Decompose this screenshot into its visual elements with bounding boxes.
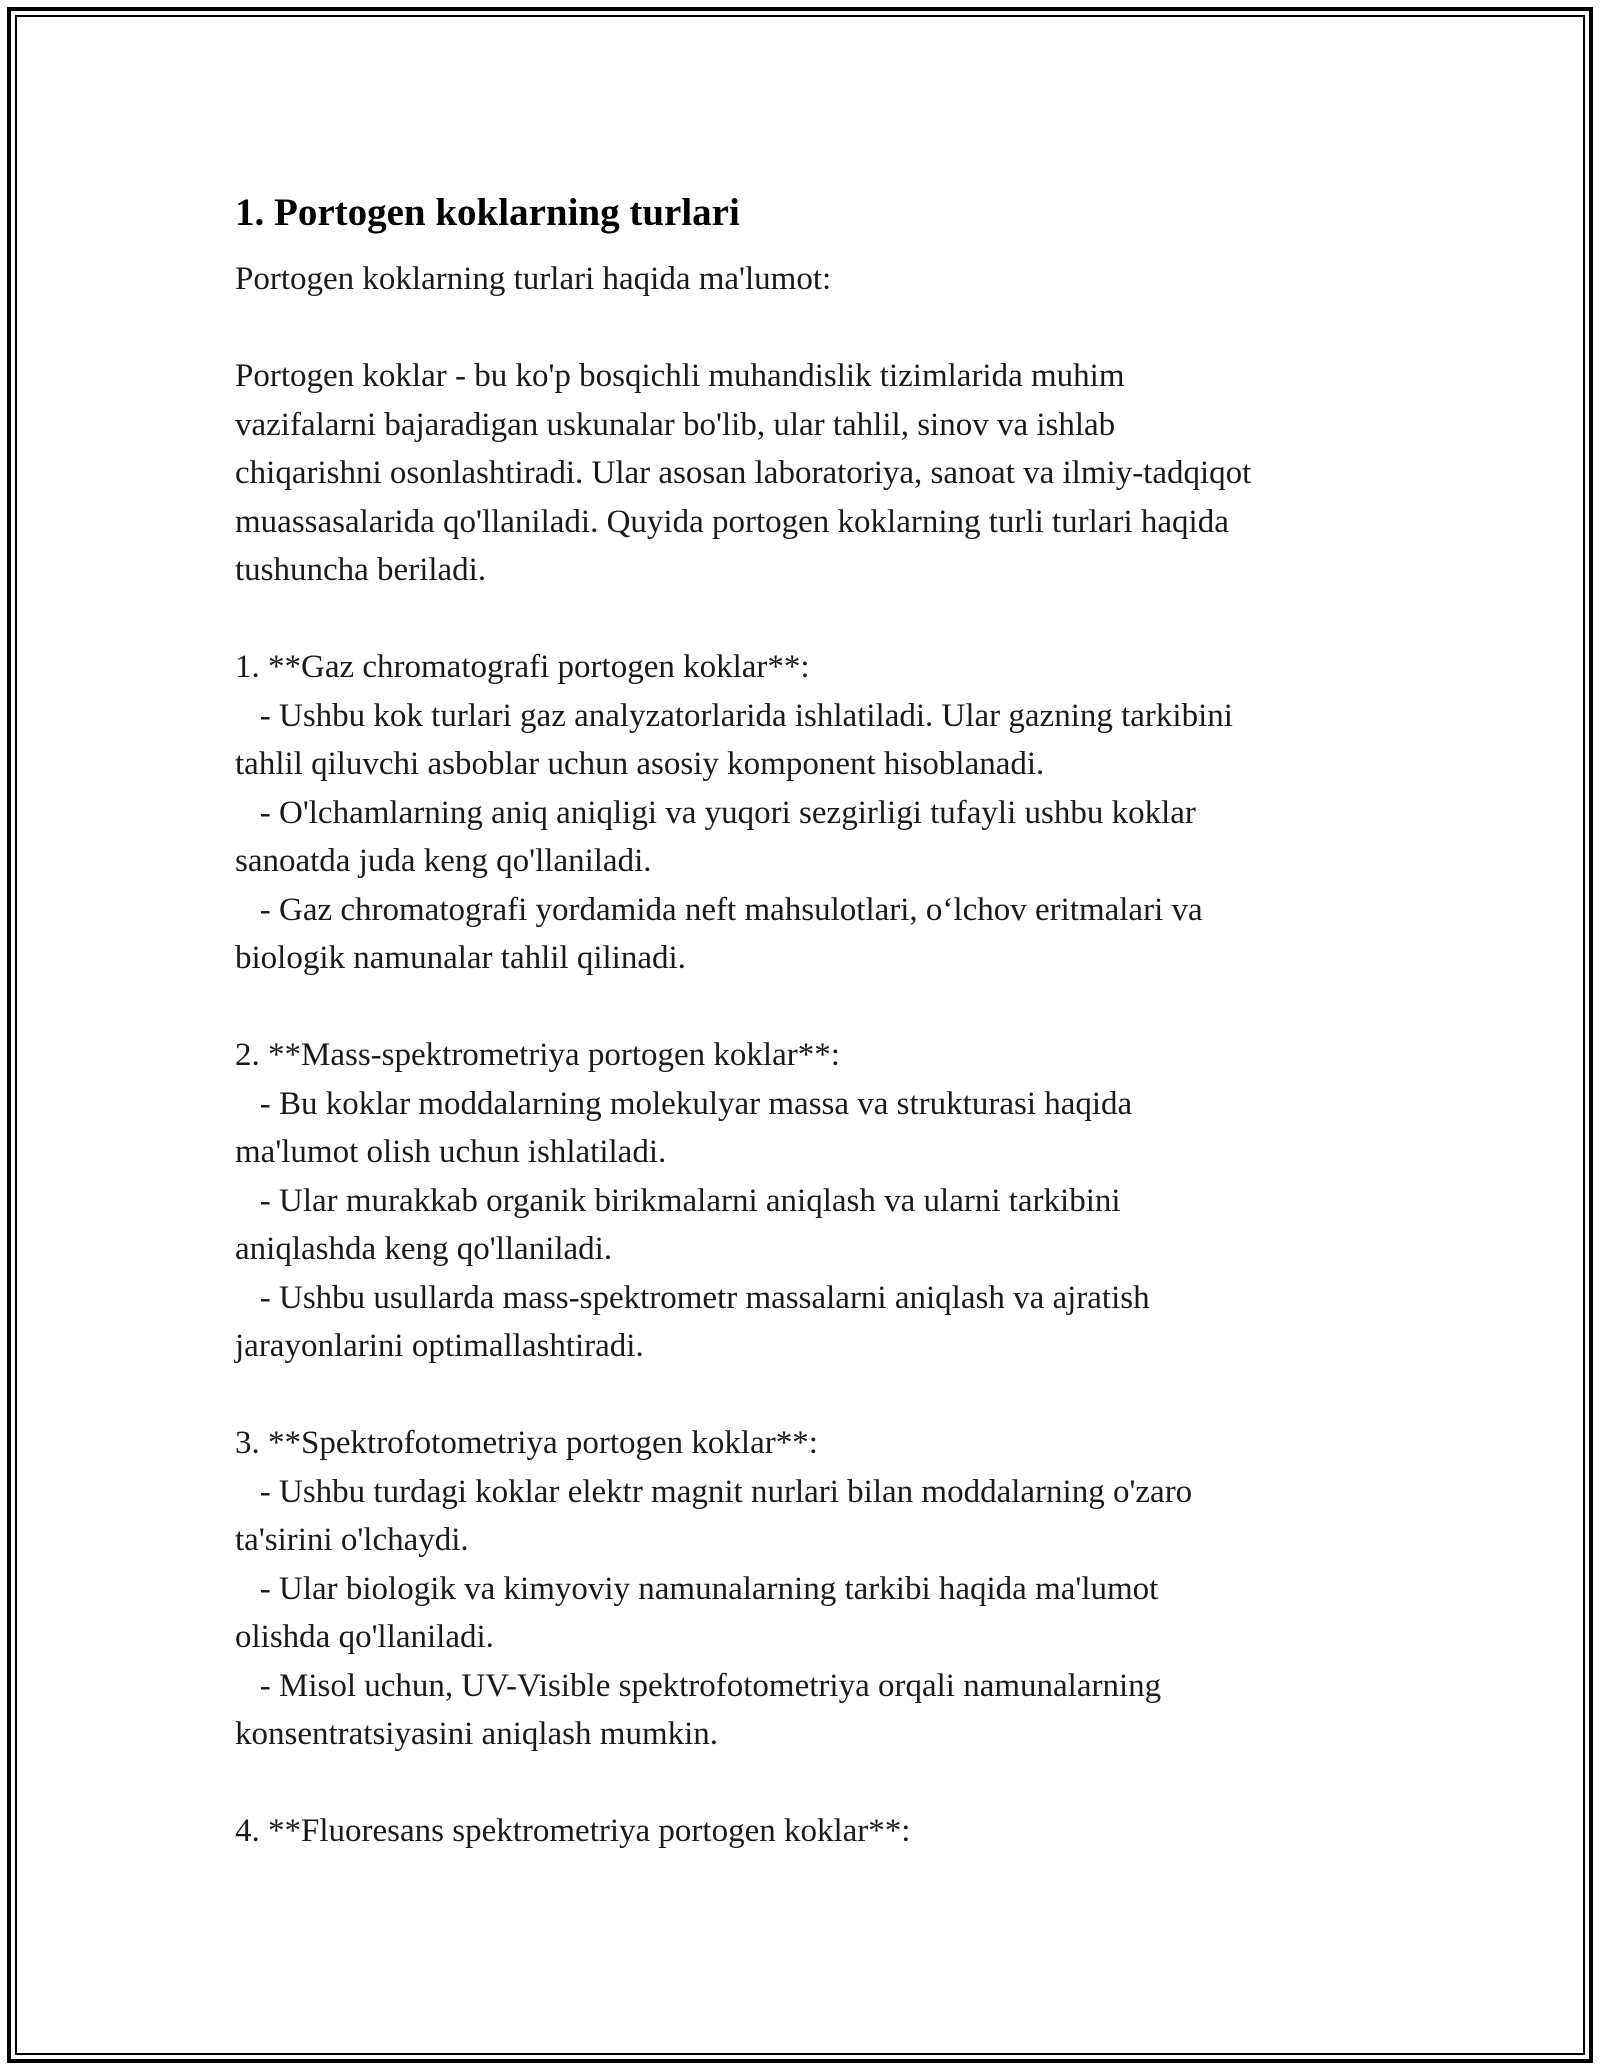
section-heading: 1. Portogen koklarning turlari [235, 191, 740, 234]
document-body-text: Portogen koklarning turlari haqida ma'lumot: Portogen koklar - bu ko'p bosqichli muhandislik tizimlarida muhim vazifalarni bajaradigan uskunalar bo'lib, ular tahlil, sinov va ishlab chiqarishni osonlashtiradi. Ular asosan laboratoriya, sanoat va ilmiy-tadqiqot muassasalarida qo'llaniladi. Quyida portogen koklarning turli turlari haqida tushuncha beriladi. 1. **Gaz chromatografi portogen koklar**: - Ushbu kok turlari gaz analyzatorlarida ishlatiladi. Ular gazning tarkibini tahlil qiluvchi asboblar uchun asosiy komponent hisoblanadi. - O'lchamlarning aniq aniqligi va yuqori sezgirligi tufayli ushbu koklar sanoatda juda keng qo'llaniladi. - Gaz chromatografi yordamida neft mahsulotlari, o‘lchov eritmalari va biologik namunalar tahlil qilinadi. 2. **Mass-spektrometriya portogen koklar**: - Bu koklar moddalarning molekulyar massa va strukturasi haqida ma'lumot olish uchun ishlatiladi. - Ular murakkab organik birikmalarni aniqlash va ularni tarkibini aniqlashda keng qo'llaniladi. - Ushbu usullarda mass-spektrometr massalarni aniqlash va ajratish jarayonlarini optimallashtiradi. 3. **Spektrofotometriya portogen koklar**: - Ushbu turdagi koklar elektr magnit nurlari bilan moddalarning o'zaro ta'sirini o'lchaydi. - Ular biologik va kimyoviy namunalarning tarkibi haqida ma'lumot olishda qo'llaniladi. - Misol uchun, UV-Visible spektrofotometriya orqali namunalarning konsentratsiyasini aniqlash mumkin. 4. **Fluoresans spektrometriya portogen koklar**: [235, 261, 1252, 1849]
document-content [235, 185, 1395, 1856]
